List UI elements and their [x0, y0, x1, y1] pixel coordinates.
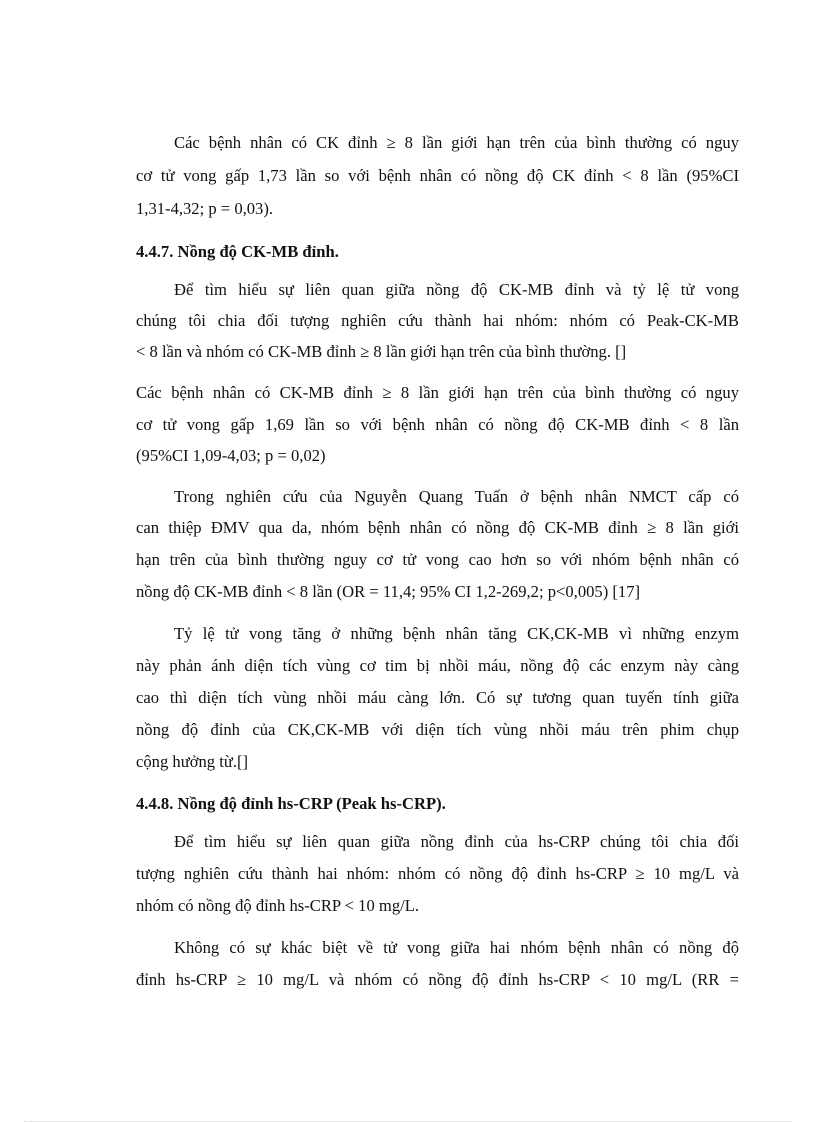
- page-bottom-divider: [24, 1121, 792, 1122]
- body-text-line: Tỷ lệ tử vong tăng ở những bệnh nhân tăng CK,CK-MB vì những enzym: [174, 624, 739, 643]
- body-text-line: cơ tử vong gấp 1,69 lần so với bệnh nhân có nồng độ CK-MB đỉnh < 8 lần: [136, 415, 739, 434]
- body-text-line: cao thì diện tích vùng nhồi máu càng lớn. Có sự tương quan tuyến tính giữa: [136, 688, 739, 707]
- body-text-line: đỉnh hs-CRP ≥ 10 mg/L và nhóm có nồng độ đỉnh hs-CRP < 10 mg/L (RR =: [136, 970, 739, 989]
- body-text-line: này phản ánh diện tích vùng cơ tim bị nhồi máu, nồng độ các enzym này càng: [136, 656, 739, 675]
- body-text-line: Các bệnh nhân có CK đỉnh ≥ 8 lần giới hạn trên của bình thường có nguy: [174, 133, 739, 152]
- body-text-line: Không có sự khác biệt về tử vong giữa hai nhóm bệnh nhân có nồng độ: [174, 938, 739, 957]
- body-text-line: can thiệp ĐMV qua da, nhóm bệnh nhân có nồng độ CK-MB đỉnh ≥ 8 lần giới: [136, 518, 739, 537]
- body-text-line: Để tìm hiểu sự liên quan giữa nồng độ CK-MB đỉnh và tỷ lệ tử vong: [174, 280, 739, 299]
- body-text-line: (95%CI 1,09-4,03; p = 0,02): [136, 446, 326, 465]
- body-text-line: Trong nghiên cứu của Nguyễn Quang Tuấn ở bệnh nhân NMCT cấp có: [174, 487, 739, 506]
- body-text-line: nồng độ đỉnh của CK,CK-MB với diện tích vùng nhồi máu trên phim chụp: [136, 720, 739, 739]
- body-text-line: tượng nghiên cứu thành hai nhóm: nhóm có nồng độ đỉnh hs-CRP ≥ 10 mg/L và: [136, 864, 739, 883]
- body-text-line: cộng hưởng từ.[]: [136, 752, 249, 771]
- body-text-line: cơ tử vong gấp 1,73 lần so với bệnh nhân có nồng độ CK đỉnh < 8 lần (95%CI: [136, 166, 739, 185]
- body-text-line: < 8 lần và nhóm có CK-MB đỉnh ≥ 8 lần giới hạn trên của bình thường. []: [136, 342, 627, 361]
- body-text-line: nhóm có nồng độ đỉnh hs-CRP < 10 mg/L.: [136, 896, 420, 915]
- section-heading: 4.4.7. Nồng độ CK-MB đỉnh.: [136, 242, 339, 261]
- body-text-line: Các bệnh nhân có CK-MB đỉnh ≥ 8 lần giới hạn trên của bình thường có nguy: [136, 383, 739, 402]
- section-heading: 4.4.8. Nồng độ đỉnh hs-CRP (Peak hs-CRP).: [136, 794, 446, 813]
- body-text-line: hạn trên của bình thường nguy cơ tử vong cao hơn so với nhóm bệnh nhân có: [136, 550, 739, 569]
- body-text-line: 1,31-4,32; p = 0,03).: [136, 199, 274, 218]
- body-text-line: nồng độ CK-MB đỉnh < 8 lần (OR = 11,4; 95% CI 1,2-269,2; p<0,005) [17]: [136, 582, 641, 601]
- text-body: [136, 0, 739, 1123]
- body-text-line: Để tìm hiểu sự liên quan giữa nồng đỉnh của hs-CRP chúng tôi chia đối: [174, 832, 739, 851]
- body-text-line: chúng tôi chia đối tượng nghiên cứu thành hai nhóm: nhóm có Peak-CK-MB: [136, 311, 739, 330]
